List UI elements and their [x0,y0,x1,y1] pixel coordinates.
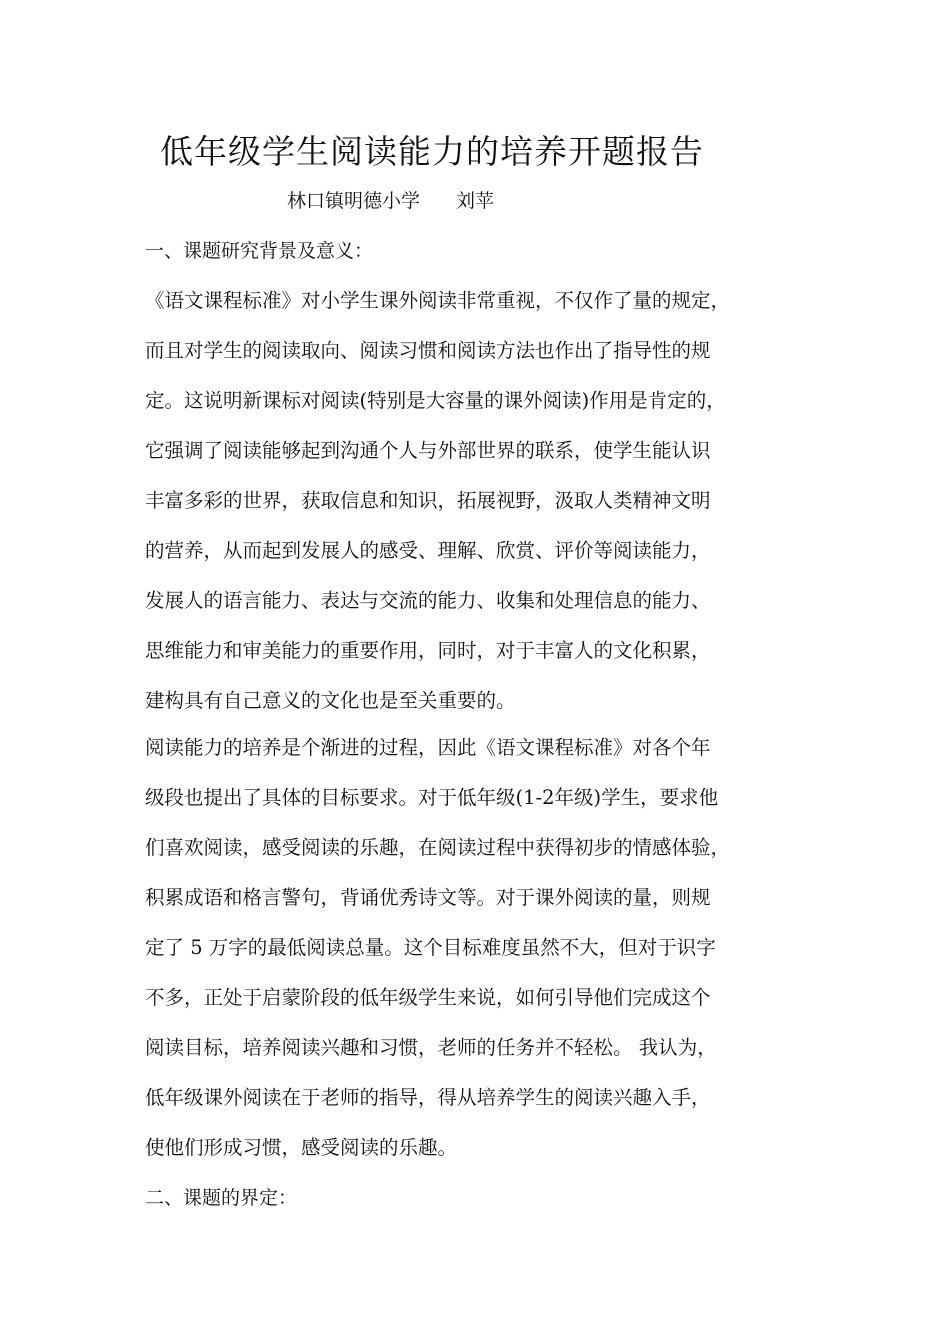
school-name: 林口镇明德小学 [287,190,421,212]
paragraph-line: 丰富多彩的世界，获取信息和知识，拓展视野，汲取人类精神文明 [145,489,711,512]
paragraph-line: 阅读目标，培养阅读兴趣和习惯，老师的任务并不轻松。 我认为， [145,1036,717,1059]
paragraph-line: 阅读能力的培养是个渐进的过程，因此《语文课程标准》对各个年 [145,736,711,759]
author-line [287,186,494,216]
section-heading-2: 二、课题的界定： [145,1187,298,1209]
paragraph-line: 建构具有自己意义的文化也是至关重要的。 [145,689,516,712]
paragraph-background [145,286,825,736]
page-title: 低年级学生阅读能力的培养开题报告 [160,132,704,171]
paragraph-line: 级段也提出了具体的目标要求。对于低年级(1-2年级)学生，要求他 [145,786,719,809]
paragraph-line: 它强调了阅读能够起到沟通个人与外部世界的联系，使学生能认识 [145,439,711,462]
paragraph-line: 的营养，从而起到发展人的感受、理解、欣赏、评价等阅读能力， [145,539,711,562]
paragraph-line: 发展人的语言能力、表达与交流的能力、收集和处理信息的能力、 [145,589,711,612]
paragraph-line: 定了 5 万字的最低阅读总量。这个目标难度虽然不大，但对于识字 [145,936,716,959]
paragraph-line: 们喜欢阅读，感受阅读的乐趣，在阅读过程中获得初步的情感体验， [145,836,731,859]
paragraph-line: 低年级课外阅读在于老师的指导，得从培养学生的阅读兴趣入手， [145,1086,711,1109]
author-name: 刘苹 [456,190,495,212]
paragraph-goals [145,733,825,1183]
paragraph-line: 使他们形成习惯，感受阅读的乐趣。 [145,1136,458,1159]
paragraph-line: 积累成语和格言警句，背诵优秀诗文等。对于课外阅读的量，则规 [145,886,711,909]
paragraph-line: 而且对学生的阅读取向、阅读习惯和阅读方法也作出了指导性的规 [145,339,711,362]
section-heading-1: 一、课题研究背景及意义： [145,240,374,262]
paragraph-line: 不多，正处于启蒙阶段的低年级学生来说，如何引导他们完成这个 [145,986,711,1009]
paragraph-line: 定。这说明新课标对阅读(特别是大容量的课外阅读)作用是肯定的， [145,389,726,412]
paragraph-line: 《语文课程标准》对小学生课外阅读非常重视，不仅作了量的规定， [145,289,731,312]
paragraph-line: 思维能力和审美能力的重要作用，同时，对于丰富人的文化积累， [145,639,711,662]
